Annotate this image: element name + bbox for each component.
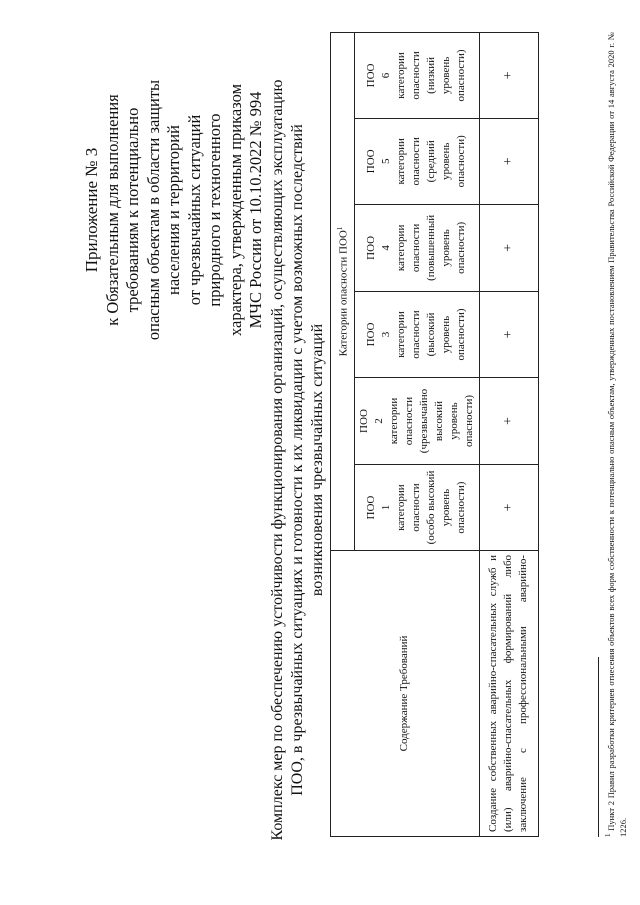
footnote-separator — [598, 657, 599, 837]
category-header — [354, 377, 479, 464]
applicability-mark: + — [479, 33, 538, 119]
footnote-ref: 1 — [336, 226, 344, 231]
category-description: категории опасности (средний уровень опасности) — [395, 135, 468, 188]
annex-line: опасным объектам в области защиты — [143, 79, 163, 341]
category-title: ПОО — [365, 63, 378, 88]
category-description: категории опасности (низкий уровень опасности) — [395, 49, 468, 102]
footnote-mark: 1 — [604, 833, 612, 837]
annex-line: к Обязательным для выполнения — [102, 94, 122, 326]
category-header — [354, 33, 479, 119]
category-number: 6 — [380, 72, 393, 79]
applicability-mark: + — [479, 204, 538, 291]
annex-line: МЧС России от 10.10.2022 № 994 — [246, 91, 265, 329]
category-description: категории опасности (высокий уровень опасности) — [395, 308, 468, 361]
category-group-header — [331, 33, 355, 551]
table-row — [479, 33, 538, 837]
requirement-text: Создание собственных аварийно-спасательных служб и (или) аварийно-спасательных формирований либо заключение с профессиональными аварийно- — [479, 550, 538, 836]
category-description: категории опасности (повышенный уровень опасности) — [395, 214, 468, 281]
annex-heading: Приложение № 3 — [82, 147, 101, 273]
applicability-mark: + — [479, 292, 538, 378]
category-title: ПОО — [365, 495, 378, 520]
applicability-mark: + — [479, 118, 538, 204]
category-header — [354, 292, 479, 378]
category-group-label: Категории опасности ПОО — [337, 230, 350, 357]
category-title: ПОО — [365, 322, 378, 347]
annex-line: требованиям к потенциально — [123, 107, 142, 313]
category-header — [354, 118, 479, 204]
applicability-mark: + — [479, 465, 538, 551]
category-number: 1 — [380, 504, 393, 511]
applicability-mark: + — [479, 377, 538, 464]
annex-line: характера, утвержденным приказом — [225, 83, 245, 337]
category-title: ПОО — [357, 409, 370, 433]
footnote — [602, 32, 629, 837]
category-header — [354, 204, 479, 291]
category-number: 3 — [380, 331, 393, 338]
annex-line: населения и территорий — [164, 125, 183, 295]
table-header-row — [331, 33, 355, 837]
document-title: Комплекс мер по обеспечению устойчивости функционирования организаций, осуществляющих эксплуатацию ПОО, в чрезвычайных ситуациях и готовности к их ликвидации с учетом возможных последствий возникновения чрезвычайных ситуаций — [269, 79, 326, 841]
annex-line: от чрезвычайных ситуаций — [184, 114, 204, 306]
category-title: ПОО — [365, 149, 378, 174]
category-number: 5 — [380, 158, 393, 165]
annex-block — [82, 50, 267, 370]
category-number: 4 — [380, 245, 393, 251]
requirements-table — [330, 32, 539, 837]
category-description: категории опасности (чрезвычайно высокий уровень опасности) — [387, 388, 475, 454]
category-number: 2 — [372, 418, 385, 424]
content-column-header: Содержание Требований — [331, 550, 480, 836]
category-title: ПОО — [365, 235, 378, 260]
footnote-text: Пункт 2 Правил разработки критериев отнесения объектов всех форм собственности к потенциально опасным объектам, утвержденных постановлением Правительства Российской Федерации от 14 августа 2020 г. № 1226. — [605, 32, 628, 837]
category-header — [354, 465, 479, 551]
annex-line: природного и техногенного — [205, 113, 224, 307]
category-description: категории опасности (особо высокий уровень опасности) — [395, 470, 468, 545]
